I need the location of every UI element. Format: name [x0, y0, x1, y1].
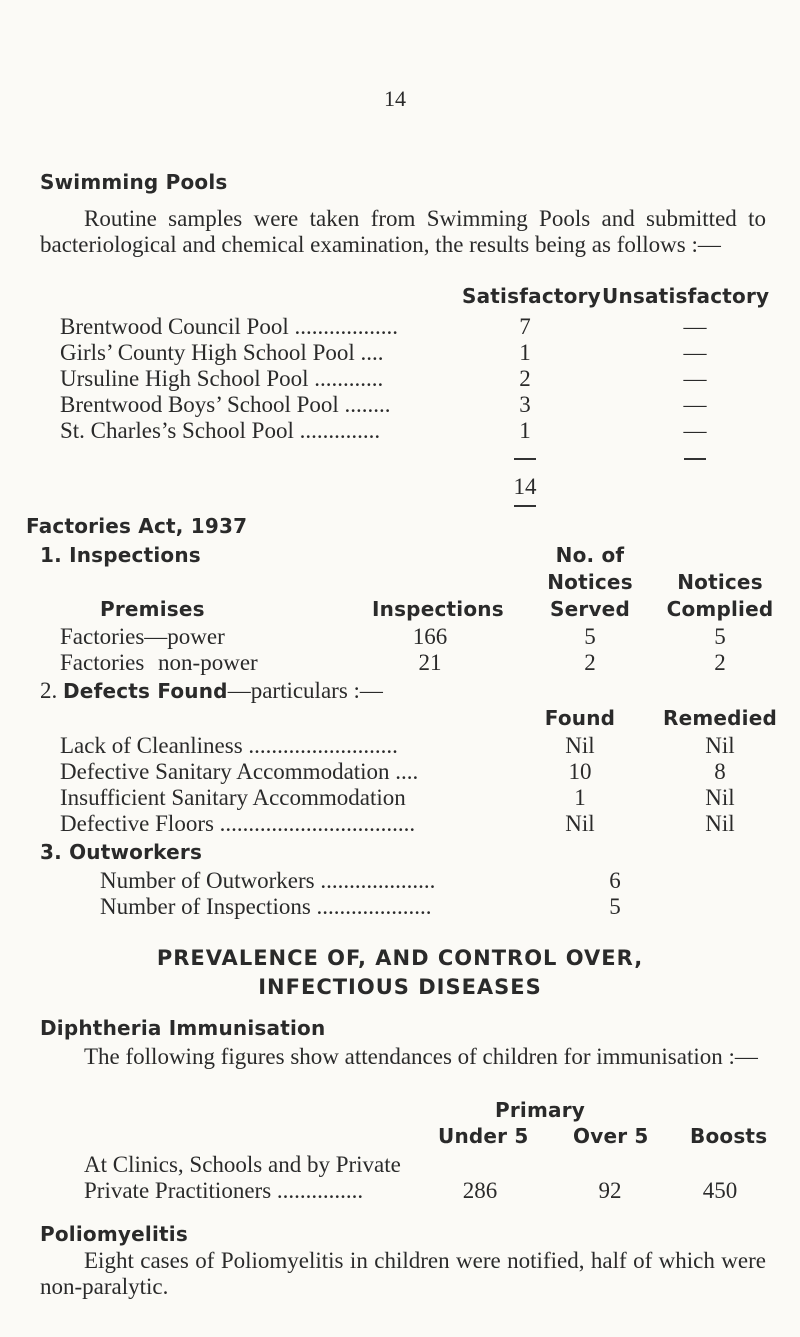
defect-name: Defective Sanitary Accommodation .... [60, 759, 419, 784]
col-over5: Over 5 [573, 1124, 649, 1148]
diphtheria-row-label-2: Private Practitioners ............... [84, 1178, 364, 1203]
notices-served: 2 [584, 650, 596, 675]
diphtheria-under5: 286 [462, 1178, 498, 1203]
pool-total: 14 [513, 474, 537, 499]
defect-remedied: Nil [705, 811, 735, 836]
col-unsatisfactory: Unsatisfactory [602, 284, 770, 308]
notices-complied: 5 [714, 624, 726, 649]
defect-found: 1 [574, 785, 586, 810]
pool-unsat: — [683, 340, 707, 365]
swimming-heading: Swimming Pools [40, 170, 228, 194]
pool-unsat: — [683, 392, 707, 417]
diphtheria-over5: 92 [598, 1178, 622, 1203]
col-served-3: Served [550, 597, 630, 621]
polio-heading: Poliomyelitis [40, 1222, 188, 1246]
inspections-count: 21 [418, 650, 442, 675]
col-served-1: No. of [555, 543, 625, 567]
defect-found: Nil [565, 811, 595, 836]
pool-sat: 3 [519, 392, 531, 417]
col-inspections: Inspections [372, 597, 504, 621]
outworker-row-name: Number of Inspections .................... [100, 894, 432, 919]
diphtheria-boosts: 450 [702, 1178, 738, 1203]
defect-name: Defective Floors .................................. [60, 811, 416, 836]
pool-sat: 7 [519, 314, 531, 339]
page-number: 14 [384, 86, 406, 111]
prevalence-title-1: PREVALENCE OF, AND CONTROL OVER, [156, 946, 644, 970]
pool-sat: 2 [519, 366, 531, 391]
col-primary: Primary [494, 1098, 585, 1122]
outworker-row-value: 6 [609, 868, 621, 893]
factories-heading: Factories Act, 1937 [26, 514, 248, 538]
pool-name: Ursuline High School Pool ............ [60, 366, 384, 391]
defect-found: Nil [565, 733, 595, 758]
col-remedied: Remedied [662, 706, 778, 730]
pool-name: Brentwood Council Pool .................. [60, 314, 398, 339]
premises: Factories—power [60, 624, 225, 649]
diphtheria-row-label-1: At Clinics, Schools and by Private [84, 1152, 401, 1177]
defect-remedied: Nil [705, 785, 735, 810]
col-complied-2: Complied [666, 597, 774, 621]
pool-unsat: — [683, 418, 707, 443]
sum-rule [684, 458, 706, 460]
premises: Factories non-power [60, 650, 258, 675]
defect-found: 10 [568, 759, 592, 784]
defect-name: Lack of Cleanliness .......................... [60, 733, 398, 758]
col-premises: Premises [100, 597, 205, 621]
swimming-intro: Routine samples were taken from Swimming Pools and submitted to bacteriological and chemical examination, the results being as follows :— [40, 206, 766, 257]
diphtheria-intro: The following figures show attendances of children for immunisation :— [84, 1044, 758, 1069]
outworker-row-name: Number of Outworkers .................... [100, 868, 436, 893]
defect-remedied: 8 [714, 759, 726, 784]
pool-name: Girls’ County High School Pool .... [60, 340, 384, 365]
defects-num: 2. [40, 678, 58, 703]
col-served-2: Notices [547, 570, 633, 594]
polio-text: Eight cases of Poliomyelitis in children were notified, half of which were non-paralytic. [40, 1248, 766, 1299]
defects-suffix: —particulars :— [227, 678, 383, 703]
total-rule [514, 505, 536, 507]
pool-sat: 1 [519, 340, 531, 365]
col-satisfactory: Satisfactory [462, 284, 601, 308]
prevalence-title-2: INFECTIOUS DISEASES [258, 975, 542, 999]
pool-name: St. Charles’s School Pool .............. [60, 418, 381, 443]
outworker-row-value: 5 [609, 894, 621, 919]
notices-served: 5 [584, 624, 596, 649]
sum-rule [514, 458, 536, 460]
defect-name: Insufficient Sanitary Accommodation [60, 785, 406, 810]
defect-remedied: Nil [705, 733, 735, 758]
defects-label [40, 678, 383, 704]
defects-title: Defects Found [63, 679, 228, 703]
inspections-count: 166 [412, 624, 448, 649]
pool-sat: 1 [519, 418, 531, 443]
pool-unsat: — [683, 366, 707, 391]
diphtheria-heading: Diphtheria Immunisation [40, 1016, 326, 1040]
inspections-label: 1. Inspections [40, 543, 201, 567]
col-under5: Under 5 [438, 1124, 529, 1148]
pool-unsat: — [683, 314, 707, 339]
col-boosts: Boosts [690, 1124, 768, 1148]
outworkers-label: 3. Outworkers [40, 840, 203, 864]
col-complied-1: Notices [677, 570, 763, 594]
notices-complied: 2 [714, 650, 726, 675]
col-found: Found [544, 706, 616, 730]
pool-name: Brentwood Boys’ School Pool ........ [60, 392, 391, 417]
